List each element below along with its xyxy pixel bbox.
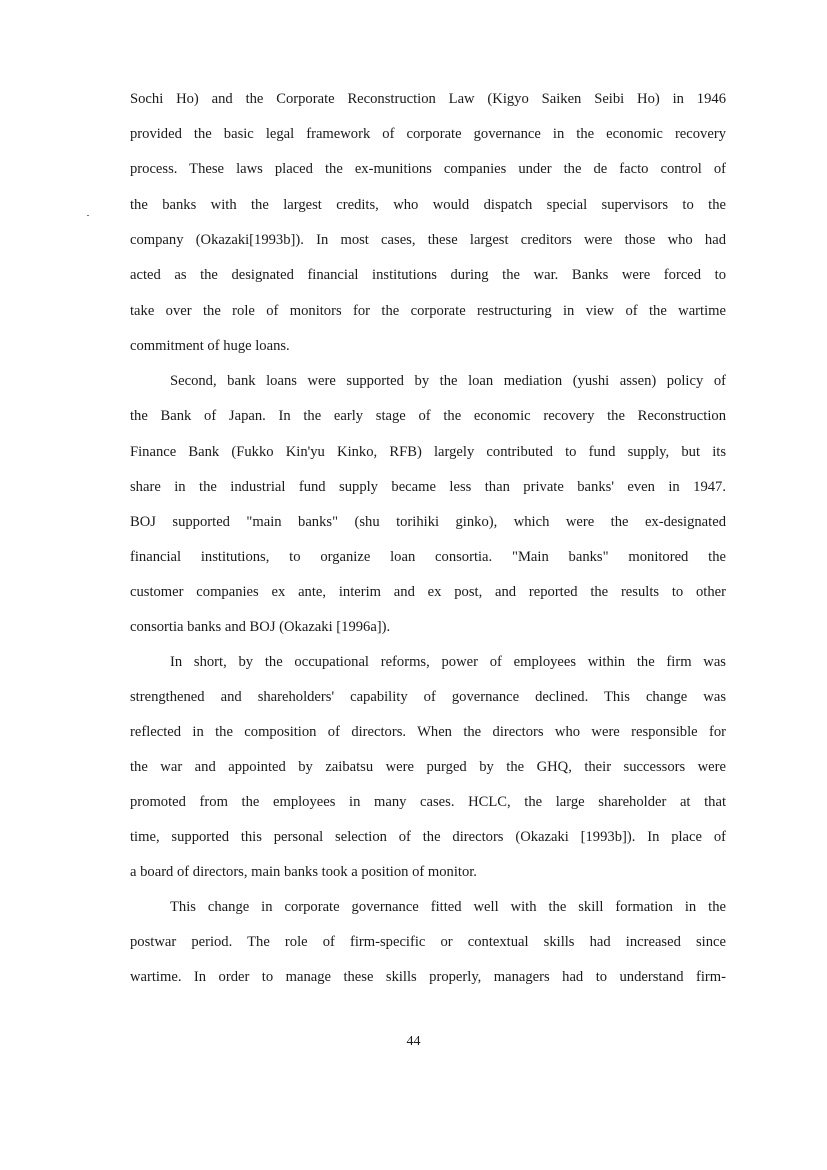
paragraph-3-line-6: time, supported this personal selection of the directors (Okazaki [1993b]). In place of	[130, 829, 726, 845]
paragraph-1-line-1: Sochi Ho) and the Corporate Reconstruction Law (Kigyo Saiken Seibi Ho) in 1946	[130, 91, 726, 107]
paragraph-2-line-3: Finance Bank (Fukko Kin'yu Kinko, RFB) largely contributed to fund supply, but its	[130, 444, 726, 460]
paragraph-1-line-7: take over the role of monitors for the corporate restructuring in view of the wartime	[130, 303, 726, 319]
paragraph-2-line-6: financial institutions, to organize loan consortia. "Main banks" monitored the	[130, 549, 726, 565]
paragraph-3-line-4: the war and appointed by zaibatsu were purged by the GHQ, their successors were	[130, 759, 726, 775]
paragraph-2-line-4: share in the industrial fund supply became less than private banks' even in 1947.	[130, 479, 726, 495]
paragraph-2-line-2: the Bank of Japan. In the early stage of the economic recovery the Reconstruction	[130, 408, 726, 424]
page-number: 44	[406, 1034, 421, 1049]
paragraph-4-line-3: wartime. In order to manage these skills properly, managers had to understand firm-	[130, 969, 726, 985]
paragraph-2-line-5: BOJ supported "main banks" (shu torihiki ginko), which were the ex-designated	[130, 514, 726, 530]
paragraph-1-line-2: provided the basic legal framework of corporate governance in the economic recovery	[130, 126, 726, 142]
paragraph-1-line-8: commitment of huge loans.	[130, 338, 290, 354]
paragraph-4-line-2: postwar period. The role of firm-specific or contextual skills had increased since	[130, 934, 726, 950]
paragraph-2-line-1: Second, bank loans were supported by the loan mediation (yushi assen) policy of	[170, 373, 726, 389]
paragraph-1-line-6: acted as the designated financial institutions during the war. Banks were forced to	[130, 267, 726, 283]
paragraph-2-line-8: consortia banks and BOJ (Okazaki [1996a]).	[130, 619, 391, 635]
paragraph-3-line-3: reflected in the composition of directors. When the directors who were responsible for	[130, 724, 726, 740]
paragraph-3-line-2: strengthened and shareholders' capability of governance declined. This change was	[130, 689, 726, 705]
paragraph-1-line-3: process. These laws placed the ex-munitions companies under the de facto control of	[130, 161, 726, 177]
margin-mark	[87, 215, 89, 216]
paragraph-1-line-5: company (Okazaki[1993b]). In most cases, these largest creditors were those who had	[130, 232, 726, 248]
paragraph-3-line-7: a board of directors, main banks took a position of monitor.	[130, 864, 477, 880]
paragraph-2-line-7: customer companies ex ante, interim and ex post, and reported the results to other	[130, 584, 726, 600]
paragraph-3-line-5: promoted from the employees in many cases. HCLC, the large shareholder at that	[130, 794, 726, 810]
paragraph-4-line-1: This change in corporate governance fitted well with the skill formation in the	[170, 899, 726, 915]
paragraph-1-line-4: the banks with the largest credits, who would dispatch special supervisors to the	[130, 197, 726, 213]
paragraph-3-line-1: In short, by the occupational reforms, power of employees within the firm was	[170, 654, 726, 670]
